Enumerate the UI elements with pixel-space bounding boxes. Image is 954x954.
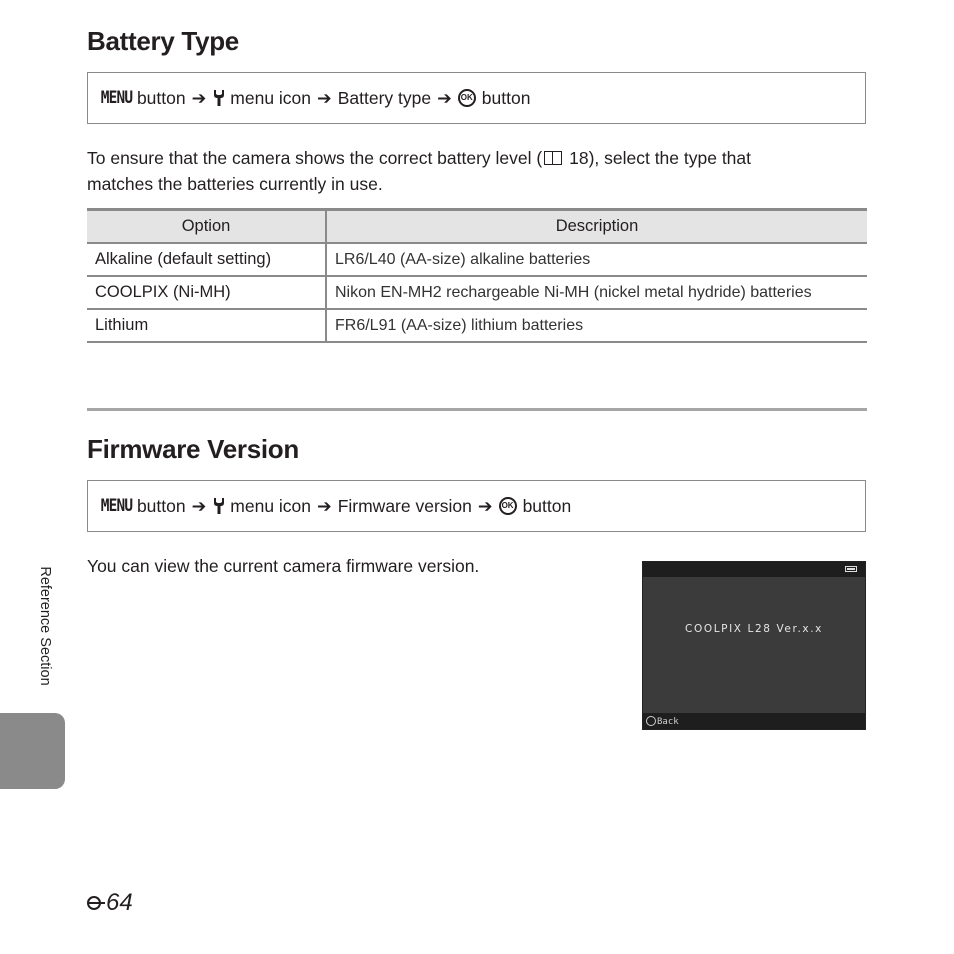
description-cell: LR6/L40 (AA-size) alkaline batteries (326, 243, 867, 276)
description-cell: FR6/L91 (AA-size) lithium batteries (326, 309, 867, 342)
nav-text: Battery type (337, 87, 432, 108)
column-header: Option (87, 210, 326, 244)
option-cell: Alkaline (default setting) (87, 243, 326, 276)
reference-e-icon (87, 896, 105, 910)
nav-text: button (522, 495, 572, 516)
option-cell: Lithium (87, 309, 326, 342)
page-reference: 18 (569, 148, 589, 168)
arrow-icon: ➔ (317, 87, 332, 108)
battery-nav-path (87, 72, 866, 124)
ok-button-icon: OK (499, 497, 517, 515)
menu-button-icon: MENU (100, 88, 133, 108)
page-number-text: 64 (106, 889, 133, 916)
battery-options-table (87, 208, 867, 343)
battery-icon (845, 566, 857, 572)
nav-text: button (136, 87, 186, 108)
description-cell: Nikon EN-MH2 rechargeable Ni-MH (nickel metal hydride) batteries (326, 276, 867, 309)
option-cell: COOLPIX (Ni-MH) (87, 276, 326, 309)
page-number (87, 889, 133, 917)
camera-screen-illustration (642, 561, 866, 730)
nav-text: button (136, 495, 186, 516)
section-divider (87, 408, 867, 411)
menu-button-icon: MENU (100, 496, 133, 516)
table-row (87, 276, 867, 309)
nav-text: menu icon (230, 495, 312, 516)
arrow-icon: ➔ (477, 495, 493, 516)
table-row (87, 309, 867, 342)
intro-text: ), select the type that (588, 148, 752, 168)
book-icon (544, 151, 562, 165)
arrow-icon: ➔ (317, 495, 332, 516)
column-header: Description (326, 210, 867, 244)
back-icon (646, 716, 656, 726)
arrow-icon: ➔ (437, 87, 452, 108)
nav-text: button (481, 87, 531, 108)
table-header-row (87, 210, 867, 244)
wrench-icon (213, 497, 225, 515)
firmware-nav-path (87, 480, 866, 532)
side-tab-marker (0, 713, 65, 789)
arrow-icon: ➔ (191, 495, 207, 516)
firmware-version-heading: Firmware Version (87, 434, 299, 464)
table-row (87, 243, 867, 276)
wrench-icon (213, 89, 225, 107)
side-label-text: Reference Section (37, 565, 53, 686)
screen-top-bar (643, 562, 865, 577)
nav-text: Firmware version (337, 495, 472, 516)
side-section-label (27, 548, 63, 703)
firmware-version-text: COOLPIX L28 Ver.x.x (685, 623, 823, 635)
back-label: Back (657, 717, 679, 727)
battery-type-heading: Battery Type (87, 26, 239, 56)
firmware-text: You can view the current camera firmware version. (87, 556, 480, 576)
intro-text: To ensure that the camera shows the correct battery level ( (87, 148, 543, 168)
battery-intro (87, 145, 751, 197)
ok-button-icon: OK (458, 89, 476, 107)
intro-text: matches the batteries currently in use. (87, 174, 383, 194)
arrow-icon: ➔ (191, 87, 207, 108)
nav-text: menu icon (230, 87, 312, 108)
